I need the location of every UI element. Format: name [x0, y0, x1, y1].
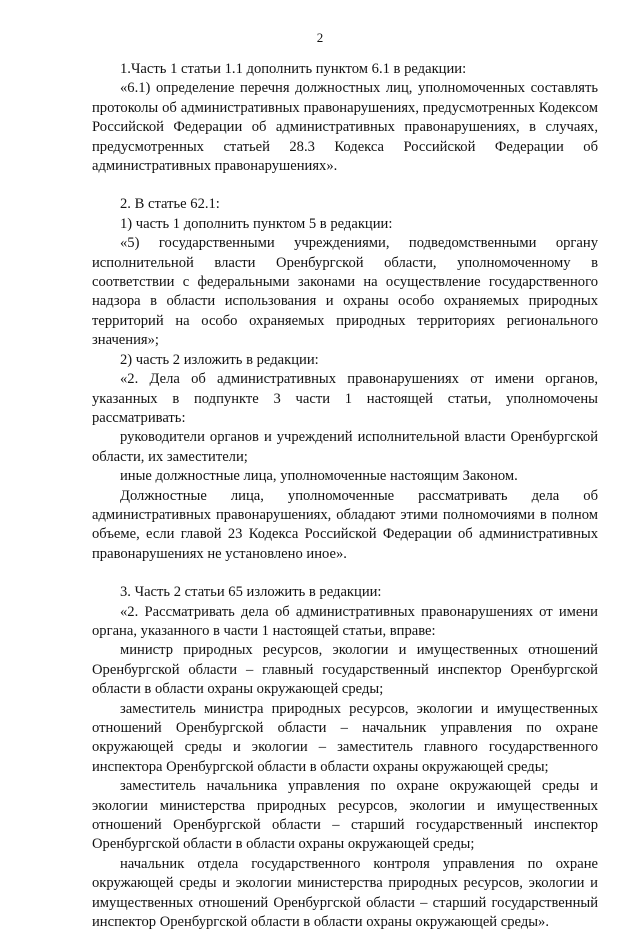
- page-number: 2: [316, 30, 324, 45]
- paragraph-sub-2: 2) часть 2 изложить в редакции:: [120, 351, 319, 368]
- paragraph-deputy-minister: заместитель министра природных ресурсов, экологии и имущественных отношений Оренбургской области – начальник управления по охране окружающей среды и экологии – заместитель главного государственного инспектора Оренбургской области в области охраны окружающей среды;: [92, 700, 598, 775]
- paragraph-amendment-1: 1.Часть 1 статьи 1.1 дополнить пунктом 6.1 в редакции:: [120, 61, 467, 77]
- paragraph-part-2: «2. Дела об административных правонарушениях от имени органов, указанных в подпункте 3 части 1 настоящей статьи, уполномочены рассматривать:: [92, 371, 598, 426]
- paragraph-deputy-head: заместитель начальника управления по охране окружающей среды и экологии министерства природных ресурсов, экологии и имущественных отношений Оренбургской области – старший государственный инспектор Оренбургской области в области охраны окружающей среды;: [92, 778, 598, 853]
- paragraph-item-5: «5) государственными учреждениями, подведомственными органу исполнительной власти Оренбургской области, уполномоченному в соответствии с федеральными законами на осуществление государственного надзора в области использования и охраны особо охраняемых природных территорий на особо охраняемых природных территориях регионального значения»;: [92, 235, 598, 349]
- paragraph-full-powers: Должностные лица, уполномоченные рассматривать дела об административных правонарушениях, обладают этими полномочиями в полном объеме, если главой 23 Кодекса Российской Федерации об административных правонарушениях не установлено иное».: [92, 487, 598, 562]
- paragraph-item-6-1: «6.1) определение перечня должностных лиц, уполномоченных составлять протоколы об административных правонарушениях, предусмотренных Кодексом Российской Федерации об административных правонарушениях, в случаях, предусмотренных статьей 28.3 Кодекса Российской Федерации об административных правонарушениях».: [92, 80, 598, 175]
- paragraph-amendment-3: 3. Часть 2 статьи 65 изложить в редакции:: [120, 584, 382, 601]
- paragraph-amendment-2: 2. В статье 62.1:: [120, 196, 220, 213]
- paragraph-minister: министр природных ресурсов, экологии и имущественных отношений Оренбургской области – главный государственный инспектор Оренбургской области в области охраны окружающей среды;: [92, 642, 598, 698]
- paragraph-part-2-art-65: «2. Рассматривать дела об административных правонарушениях от имени органа, указанного в части 1 настоящей статьи, вправе:: [92, 603, 598, 639]
- paragraph-spacer: [92, 564, 598, 583]
- paragraph-heads: руководители органов и учреждений исполнительной власти Оренбургской области, их заместители;: [92, 429, 598, 465]
- paragraph-sub-1: 1) часть 1 дополнить пунктом 5 в редакции:: [120, 215, 393, 232]
- paragraph-department-head: начальник отдела государственного контроля управления по охране окружающей среды и экологии министерства природных ресурсов, экологии и имущественных отношений Оренбургской области – старший государственный инспектор Оренбургской области в области охраны окружающей среды».: [92, 855, 598, 931]
- paragraph-other-officials: иные должностные лица, уполномоченные настоящим Законом.: [120, 468, 518, 485]
- paragraph-spacer: [92, 176, 598, 195]
- document-body: [92, 60, 598, 932]
